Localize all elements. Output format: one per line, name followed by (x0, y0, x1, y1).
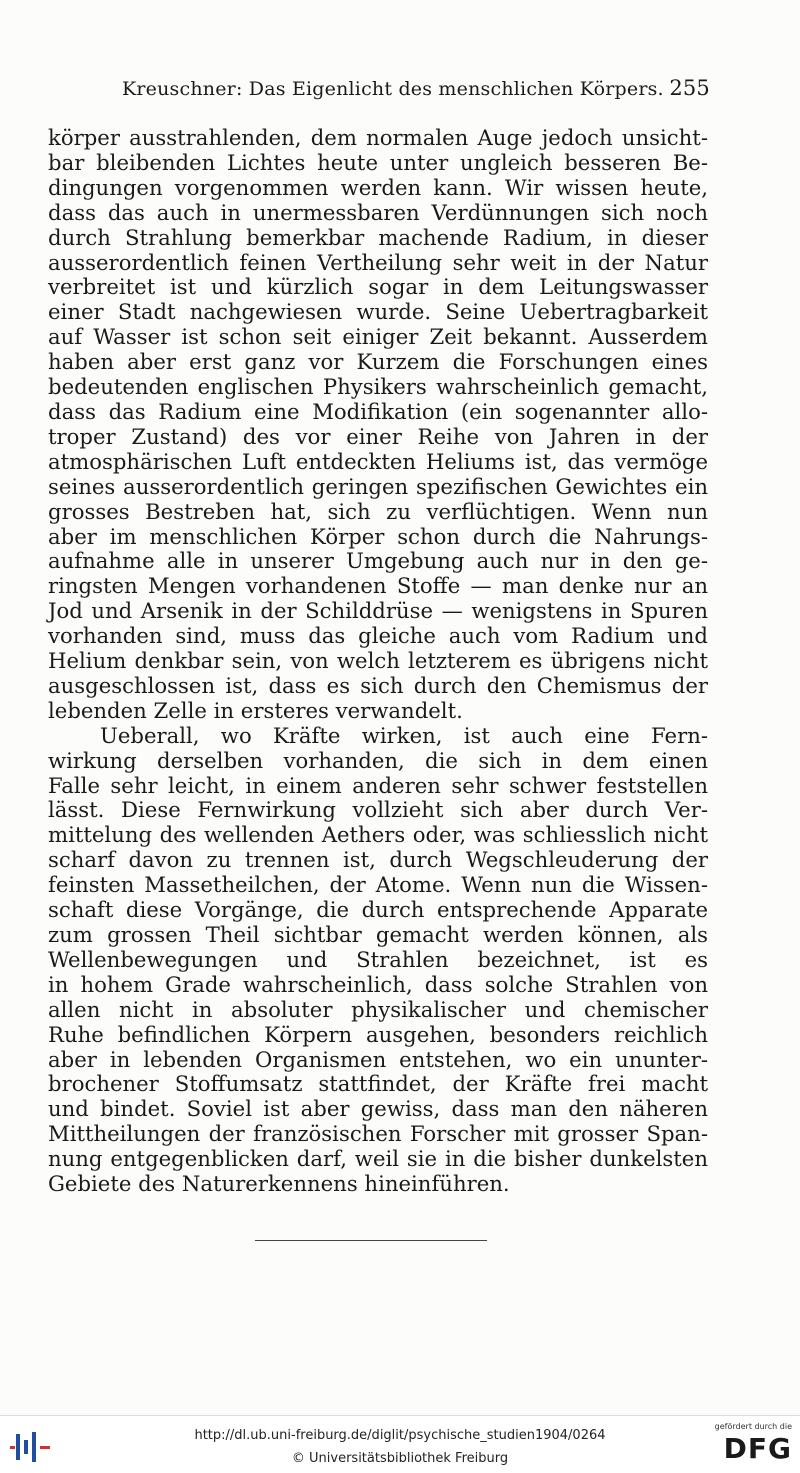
text-line: troper Zustand) des vor einer Reihe von Jahren in der (48, 423, 708, 449)
page-number: 255 (669, 76, 710, 100)
text-line: brochener Stoffumsatz stattfindet, der Kräfte frei macht (48, 1071, 708, 1097)
dfg-funding-note: gefördert durch die (714, 1422, 792, 1431)
section-end-rule (255, 1240, 487, 1241)
text-line: feinsten Massetheilchen, der Atome. Wenn nun die Wissen- (48, 872, 708, 898)
paragraph-end-line: lebenden Zelle in ersteres verwandelt. (48, 697, 463, 723)
running-title: Kreuschner: Das Eigenlicht des menschlichen Körpers. (122, 78, 664, 100)
text-line: Falle sehr leicht, in einem anderen sehr schwer feststellen (48, 772, 708, 798)
text-line: aufnahme alle in unserer Umgebung auch nur in den ge- (48, 548, 708, 574)
text-line: auf Wasser ist schon seit einiger Zeit bekannt. Ausserdem (48, 324, 708, 350)
text-line: zum grossen Theil sichtbar gemacht werden können, als (48, 922, 708, 947)
text-line: bedeutenden englischen Physikers wahrscheinlich gemacht, (48, 374, 708, 400)
text-line: wirkung derselben vorhanden, die sich in dem einen (48, 747, 708, 773)
text-line: körper ausstrahlenden, dem normalen Auge jedoch unsicht- (48, 125, 708, 150)
text-line: verbreitet ist und kürzlich sogar in dem Leitungswasser (48, 274, 708, 300)
viewer-footer (0, 1415, 800, 1473)
text-line: durch Strahlung bemerkbar machende Radium, in dieser (48, 224, 708, 250)
text-line: lässt. Diese Fernwirkung vollzieht sich aber durch Ver- (48, 797, 708, 823)
text-line: dingungen vorgenommen werden kann. Wir wissen heute, (48, 174, 708, 200)
text-line: Wellenbewegungen und Strahlen bezeichnet, ist es (48, 946, 708, 972)
text-line: vorhanden sind, muss das gleiche auch vom Radium und (48, 623, 708, 649)
copyright-notice: © Universitätsbibliothek Freiburg (291, 1451, 509, 1466)
text-line: schaft diese Vorgänge, die durch entsprechende Apparate (48, 897, 708, 923)
text-line: dass das Radium eine Modifikation (ein sogenannter allo- (48, 398, 708, 424)
text-line: ringsten Mengen vorhandenen Stoffe — man denke nur an (48, 573, 708, 599)
text-line: Helium denkbar sein, von welch letzterem es übrigens nicht (48, 648, 708, 674)
text-line: haben aber erst ganz vor Kurzem die Forschungen eines (48, 349, 708, 375)
text-line: scharf davon zu trennen ist, durch Wegschleuderung der (48, 847, 708, 873)
text-line: Mittheilungen der französischen Forscher mit grosser Span- (48, 1121, 708, 1147)
text-line: seines ausserordentlich geringen spezifischen Gewichtes ein (48, 473, 708, 499)
text-line: aber im menschlichen Körper schon durch die Nahrungs- (48, 523, 708, 549)
text-line: nung entgegenblicken darf, weil sie in die bisher dunkelsten (48, 1146, 708, 1172)
text-line: bar bleibenden Lichtes heute unter ungleich besseren Be- (48, 149, 708, 175)
dfg-funding-badge (706, 1422, 792, 1470)
text-line: ausserordentlich feinen Vertheilung sehr weit in der Natur (48, 249, 708, 275)
text-line: einer Stadt nachgewiesen wurde. Seine Uebertragbarkeit (48, 299, 708, 325)
dfg-logo: DFG (723, 1432, 792, 1465)
text-line: Jod und Arsenik in der Schilddrüse — wenigstens in Spuren (48, 598, 708, 624)
text-line: Ruhe befindlichen Körpern ausgehen, besonders reichlich (48, 1021, 708, 1047)
text-line: und bindet. Soviel ist aber gewiss, dass man den näheren (48, 1096, 708, 1122)
text-line: mittelung des wellenden Aethers oder, was schliesslich nicht (48, 822, 708, 848)
text-line: dass das auch in unermessbaren Verdünnungen sich noch (48, 199, 708, 225)
text-line: allen nicht in absoluter physikalischer und chemischer (48, 996, 708, 1022)
text-line: ausgeschlossen ist, dass es sich durch den Chemismus der (48, 672, 708, 698)
paragraph-end-line: Gebiete des Naturerkennens hineinführen. (48, 1171, 510, 1197)
running-head (122, 76, 710, 100)
text-line: grosses Bestreben hat, sich zu verflüchtigen. Wenn nun (48, 498, 708, 524)
text-line: atmosphärischen Luft entdeckten Heliums ist, das vermöge (48, 448, 708, 474)
paragraph-start-line: Ueberall, wo Kräfte wirken, ist auch eine Fern- (100, 722, 708, 748)
permalink-url[interactable]: http://dl.ub.uni-freiburg.de/diglit/psychische_studien1904/0264 (194, 1428, 606, 1443)
text-line: in hohem Grade wahrscheinlich, dass solche Strahlen von (48, 971, 708, 997)
text-line: aber in lebenden Organismen entstehen, wo ein ununter- (48, 1046, 708, 1072)
body-text (48, 126, 708, 1197)
